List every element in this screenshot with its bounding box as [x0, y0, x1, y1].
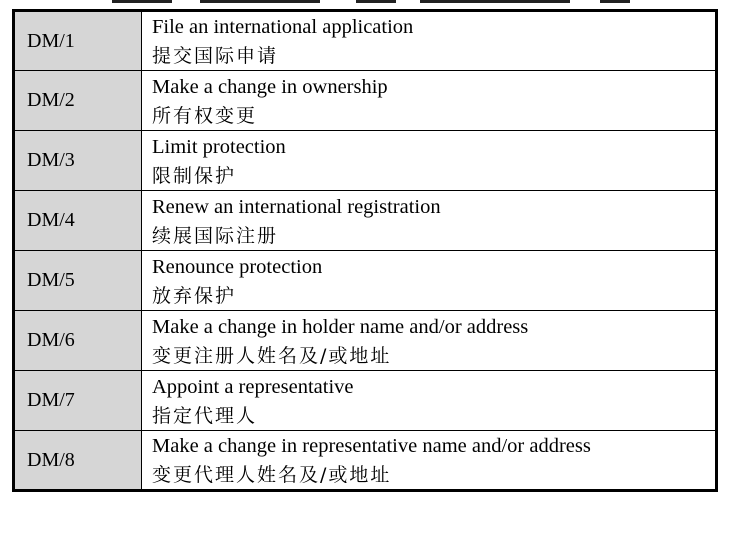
table-row — [14, 371, 717, 431]
form-description-cell — [142, 71, 717, 131]
chinese-description: 提交国际申请 — [152, 45, 279, 67]
table-row — [14, 251, 717, 311]
form-description-cell — [142, 431, 717, 491]
form-code-cell: DM/8 — [14, 431, 142, 491]
chinese-description: 放弃保护 — [152, 284, 237, 307]
form-description-cell — [142, 131, 717, 191]
table-row — [14, 131, 717, 191]
english-description: Make a change in ownership — [152, 75, 388, 98]
form-code-cell: DM/1 — [14, 11, 142, 71]
table-row — [14, 311, 717, 371]
chinese-description: 所有权变更 — [152, 104, 258, 127]
form-description-cell — [142, 371, 717, 431]
form-code-cell: DM/4 — [14, 191, 142, 251]
form-code-cell: DM/6 — [14, 311, 142, 371]
english-description: Renew an international registration — [152, 195, 441, 218]
form-codes-table — [12, 9, 718, 492]
form-code-cell: DM/5 — [14, 251, 142, 311]
english-description: Limit protection — [152, 135, 286, 158]
chinese-description: 限制保护 — [152, 164, 237, 187]
form-code-cell: DM/2 — [14, 71, 142, 131]
form-description-cell — [142, 311, 717, 371]
english-description: Appoint a representative — [152, 375, 354, 398]
table-row — [14, 191, 717, 251]
english-description: Make a change in holder name and/or address — [152, 315, 529, 338]
table-row — [14, 431, 717, 491]
chinese-description: 变更注册人姓名及/或地址 — [152, 344, 392, 367]
chinese-description: 指定代理人 — [152, 404, 258, 427]
chinese-description: 续展国际注册 — [152, 224, 279, 247]
form-code-cell: DM/7 — [14, 371, 142, 431]
cropped-text-above-table — [0, 0, 738, 5]
form-description-cell — [142, 11, 717, 71]
form-description-cell — [142, 251, 717, 311]
english-description: Make a change in representative name and/or address — [152, 435, 591, 457]
form-code-cell: DM/3 — [14, 131, 142, 191]
table-row — [14, 71, 717, 131]
form-description-cell — [142, 191, 717, 251]
chinese-description: 变更代理人姓名及/或地址 — [152, 464, 392, 486]
english-description: File an international application — [152, 16, 414, 38]
english-description: Renounce protection — [152, 255, 323, 278]
table-row — [14, 11, 717, 71]
